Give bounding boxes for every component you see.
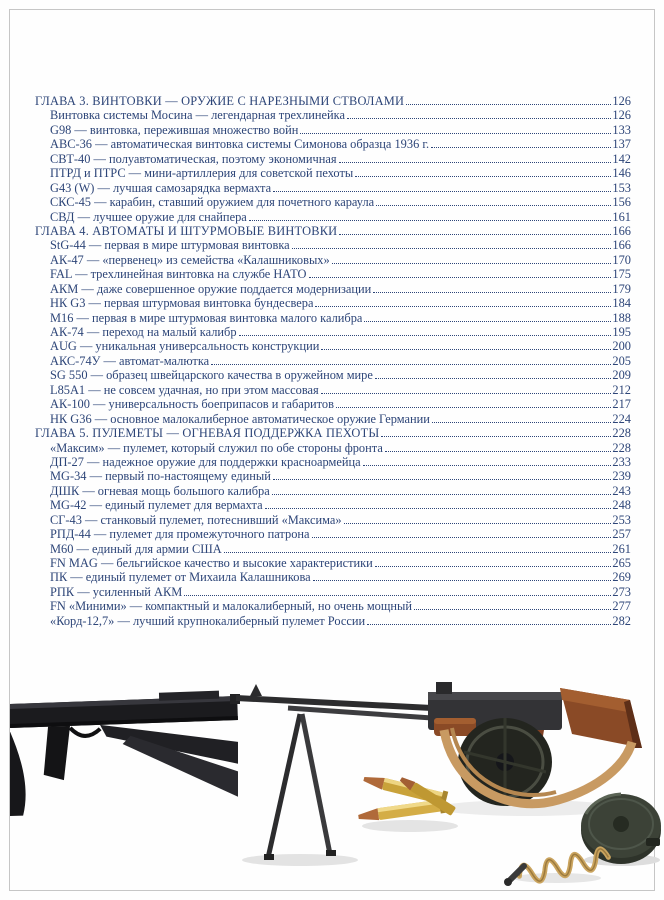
toc-page-number: 269 bbox=[612, 570, 631, 585]
dot-leader bbox=[364, 321, 611, 322]
toc-entry-label: «Корд-12,7» — лучший крупнокалиберный пулемет России bbox=[50, 613, 366, 628]
toc-page-number: 126 bbox=[612, 94, 631, 108]
dot-leader bbox=[321, 349, 611, 350]
toc-entry-row bbox=[35, 354, 631, 368]
toc-entry-row bbox=[35, 556, 631, 570]
toc-entry-row bbox=[35, 195, 631, 209]
dot-leader bbox=[249, 220, 612, 221]
toc-entry-row bbox=[35, 513, 631, 527]
toc-entry-row bbox=[35, 210, 631, 224]
toc-page-number: 161 bbox=[612, 209, 631, 224]
toc-page-number: 243 bbox=[612, 483, 631, 498]
toc-entry-label: StG-44 — первая в мире штурмовая винтовка bbox=[50, 238, 290, 253]
toc-entry-label: РПД-44 — пулемет для промежуточного патрона bbox=[50, 527, 310, 542]
dot-leader bbox=[265, 508, 612, 509]
toc-entry-label: ГЛАВА 4. АВТОМАТЫ И ШТУРМОВЫЕ ВИНТОВКИ bbox=[35, 223, 338, 238]
drum-magazine-photo bbox=[576, 786, 664, 871]
dot-leader bbox=[375, 378, 612, 379]
toc-entry-label: РПК — усиленный АКМ bbox=[50, 584, 183, 599]
toc-entry-label: Винтовка системы Мосина — легендарная трехлинейка bbox=[50, 108, 345, 123]
toc-page-number: 146 bbox=[612, 166, 631, 181]
toc-entry-label: АК-100 — универсальность боеприпасов и габаритов bbox=[50, 397, 334, 412]
toc-entry-row bbox=[35, 484, 631, 498]
dot-leader bbox=[367, 624, 611, 625]
dot-leader bbox=[347, 118, 611, 119]
toc-page-number: 228 bbox=[612, 440, 631, 455]
dot-leader bbox=[309, 277, 612, 278]
toc-page-number: 142 bbox=[612, 151, 631, 166]
toc-page-number: 137 bbox=[612, 137, 631, 152]
toc-page-number: 133 bbox=[612, 122, 631, 137]
toc-entry-row bbox=[35, 123, 631, 137]
toc-page-number: 277 bbox=[612, 599, 631, 614]
toc-chapter-row bbox=[35, 224, 631, 238]
toc-entry-row bbox=[35, 441, 631, 455]
toc-page-number: 224 bbox=[612, 411, 631, 426]
toc-entry-label: FN «Миними» — компактный и малокалиберный, но очень мощный bbox=[50, 599, 412, 614]
toc-page-number: 261 bbox=[612, 541, 631, 556]
dot-leader bbox=[375, 566, 612, 567]
dot-leader bbox=[414, 609, 611, 610]
table-of-contents bbox=[35, 94, 631, 628]
toc-page-number: 239 bbox=[612, 469, 631, 484]
toc-entry-row bbox=[35, 282, 631, 296]
dot-leader bbox=[344, 523, 612, 524]
toc-page-number: 282 bbox=[612, 613, 631, 628]
toc-page-number: 248 bbox=[612, 498, 631, 513]
toc-page-number: 170 bbox=[612, 252, 631, 267]
toc-entry-label: G98 — винтовка, пережившая множество войн bbox=[50, 122, 299, 137]
toc-page-number: 253 bbox=[612, 512, 631, 527]
dot-leader bbox=[355, 176, 611, 177]
toc-page-number: 175 bbox=[612, 267, 631, 282]
toc-entry-row bbox=[35, 412, 631, 426]
toc-page-number: 200 bbox=[612, 339, 631, 354]
toc-entry-row bbox=[35, 498, 631, 512]
dot-leader bbox=[315, 306, 611, 307]
toc-entry-row bbox=[35, 238, 631, 252]
dot-leader bbox=[432, 422, 611, 423]
dot-leader bbox=[339, 162, 612, 163]
toc-page-number: 212 bbox=[612, 382, 631, 397]
dot-leader bbox=[224, 552, 612, 553]
toc-page-number: 179 bbox=[612, 281, 631, 296]
dot-leader bbox=[321, 393, 612, 394]
dot-leader bbox=[292, 248, 612, 249]
toc-page-number: 265 bbox=[612, 556, 631, 570]
ak-rifle-photo bbox=[10, 684, 238, 836]
toc-page-number: 126 bbox=[612, 108, 631, 123]
toc-entry-label: СВТ-40 — полуавтоматическая, поэтому экономичная bbox=[50, 151, 337, 166]
toc-page-number: 209 bbox=[612, 368, 631, 383]
toc-entry-label: ПК — единый пулемет от Михаила Калашникова bbox=[50, 570, 311, 585]
toc-entry-label: М16 — первая в мире штурмовая винтовка малого калибра bbox=[50, 310, 363, 325]
toc-entry-label: СКС-45 — карабин, ставший оружием для почетного караула bbox=[50, 195, 375, 210]
toc-entry-row bbox=[35, 339, 631, 353]
toc-entry-row bbox=[35, 181, 631, 195]
dot-leader bbox=[339, 234, 611, 235]
dot-leader bbox=[373, 292, 611, 293]
toc-entry-row bbox=[35, 108, 631, 122]
toc-entry-row bbox=[35, 542, 631, 556]
toc-entry-row bbox=[35, 166, 631, 180]
dot-leader bbox=[211, 364, 611, 365]
dot-leader bbox=[406, 104, 611, 105]
toc-entry-label: FAL — трехлинейная винтовка на службе НАТО bbox=[50, 267, 307, 282]
toc-chapter-row bbox=[35, 94, 631, 108]
rifle-cartridges-photo bbox=[348, 762, 468, 837]
bore-brush-coil-photo bbox=[502, 816, 612, 888]
toc-entry-label: G43 (W) — лучшая самозарядка вермахта bbox=[50, 180, 272, 195]
toc-page-number: 217 bbox=[612, 397, 631, 412]
dot-leader bbox=[184, 595, 611, 596]
toc-entry-label: «Максим» — пулемет, который служил по обе стороны фронта bbox=[50, 440, 383, 455]
toc-entry-label: АК-47 — «первенец» из семейства «Калашниковых» bbox=[50, 252, 330, 267]
dot-leader bbox=[336, 407, 611, 408]
toc-page-number: 257 bbox=[612, 527, 631, 542]
toc-entry-row bbox=[35, 383, 631, 397]
dot-leader bbox=[312, 537, 612, 538]
toc-page-number: 233 bbox=[612, 454, 631, 469]
toc-page-number: 205 bbox=[612, 353, 631, 368]
toc-page-number: 273 bbox=[612, 584, 631, 599]
dot-leader bbox=[332, 263, 612, 264]
toc-entry-label: АВС-36 — автоматическая винтовка системы Симонова образца 1936 г. bbox=[50, 137, 430, 152]
toc-entry-label: ДШК — огневая мощь большого калибра bbox=[50, 483, 270, 498]
toc-entry-label: L85A1 — не совсем удачная, но при этом массовая bbox=[50, 382, 319, 397]
toc-page-number: 166 bbox=[612, 238, 631, 253]
dot-leader bbox=[431, 147, 611, 148]
toc-entry-label: АК-74 — переход на малый калибр bbox=[50, 325, 237, 339]
toc-chapter-row bbox=[35, 426, 631, 440]
dot-leader bbox=[273, 191, 611, 192]
toc-entry-row bbox=[35, 253, 631, 267]
toc-entry-label: FN MAG — бельгийское качество и высокие характеристики bbox=[50, 556, 373, 570]
toc-entry-row bbox=[35, 599, 631, 613]
toc-page-number: 156 bbox=[612, 195, 631, 210]
dot-leader bbox=[376, 205, 611, 206]
toc-entry-row bbox=[35, 267, 631, 281]
dot-leader bbox=[363, 465, 612, 466]
dot-leader bbox=[381, 436, 611, 437]
dot-leader bbox=[239, 335, 612, 336]
toc-page-number: 188 bbox=[612, 310, 631, 325]
toc-entry-label: SG 550 — образец швейцарского качества в оружейном мире bbox=[50, 368, 373, 383]
toc-page-number: 195 bbox=[612, 325, 631, 339]
toc-entry-row bbox=[35, 614, 631, 628]
toc-entry-row bbox=[35, 585, 631, 599]
toc-entry-row bbox=[35, 311, 631, 325]
toc-page-number: 228 bbox=[612, 426, 631, 441]
toc-entry-label: MG-34 — первый по-настоящему единый bbox=[50, 469, 271, 484]
toc-entry-row bbox=[35, 570, 631, 584]
toc-entry-label: СВД — лучшее оружие для снайпера bbox=[50, 209, 247, 224]
rpd-machine-gun-photo bbox=[228, 668, 648, 880]
dot-leader bbox=[300, 133, 611, 134]
toc-page-number: 166 bbox=[612, 223, 631, 238]
toc-entry-label: НК G3 — первая штурмовая винтовка бундесвера bbox=[50, 296, 314, 311]
toc-page-number: 184 bbox=[612, 296, 631, 311]
toc-entry-row bbox=[35, 368, 631, 382]
toc-entry-row bbox=[35, 527, 631, 541]
toc-entry-label: ГЛАВА 5. ПУЛЕМЕТЫ — ОГНЕВАЯ ПОДДЕРЖКА ПЕХОТЫ bbox=[35, 426, 380, 441]
toc-entry-row bbox=[35, 137, 631, 151]
toc-entry-row bbox=[35, 455, 631, 469]
toc-entry-row bbox=[35, 397, 631, 411]
toc-entry-label: MG-42 — единый пулемет для вермахта bbox=[50, 498, 263, 513]
toc-entry-label: СГ-43 — станковый пулемет, потеснивший «Максима» bbox=[50, 512, 342, 527]
toc-entry-label: НК G36 — основное малокалиберное автоматическое оружие Германии bbox=[50, 411, 430, 426]
toc-entry-label: АКМ — даже совершенное оружие поддается модернизации bbox=[50, 281, 372, 296]
toc-entry-label: АКС-74У — автомат-малютка bbox=[50, 353, 210, 368]
toc-page-number: 153 bbox=[612, 180, 631, 195]
dot-leader bbox=[385, 451, 612, 452]
toc-entry-row bbox=[35, 469, 631, 483]
toc-entry-label: ПТРД и ПТРС — мини-артиллерия для советской пехоты bbox=[50, 166, 354, 181]
toc-entry-row bbox=[35, 325, 631, 339]
toc-entry-label: ГЛАВА 3. ВИНТОВКИ — ОРУЖИЕ С НАРЕЗНЫМИ СТВОЛАМИ bbox=[35, 94, 405, 108]
toc-entry-row bbox=[35, 296, 631, 310]
dot-leader bbox=[272, 494, 612, 495]
dot-leader bbox=[313, 580, 612, 581]
toc-entry-label: М60 — единый для армии США bbox=[50, 541, 222, 556]
toc-entry-label: AUG — уникальная универсальность конструкции bbox=[50, 339, 320, 354]
toc-entry-label: ДП-27 — надежное оружие для поддержки красноармейца bbox=[50, 454, 361, 469]
toc-entry-row bbox=[35, 152, 631, 166]
dot-leader bbox=[273, 479, 612, 480]
